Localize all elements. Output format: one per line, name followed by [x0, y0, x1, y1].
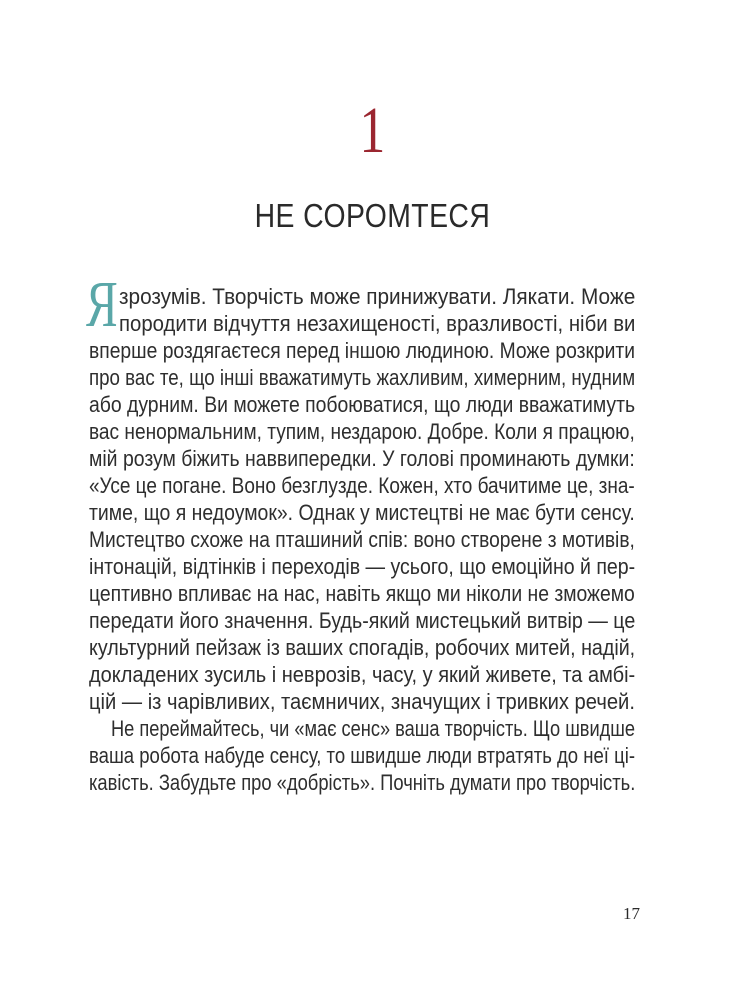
text-line: докладених зусиль і неврозів, часу, у який живете, та амбі-	[89, 662, 636, 687]
text-line: мій розум біжить наввипередки. У голові проминають думки:	[89, 446, 635, 471]
text-line: кавість. Забудьте про «добрість». Почніть думати про творчість.	[89, 770, 636, 795]
text-line: передати його значення. Будь-який мистецький витвір — це	[89, 608, 636, 633]
text-line: культурний пейзаж із ваших спогадів, робочих митей, надій,	[89, 635, 636, 660]
text-line: ваша робота набуде сенсу, то швидше люди втратять до неї ці-	[89, 743, 635, 768]
chapter-title: НЕ СОРОМТЕСЯ	[254, 197, 491, 234]
text-line: вперше роздягаєтеся перед іншою людиною. Може розкрити	[89, 338, 636, 363]
text-line: про вас те, що інші вважатимуть жахливим, химерним, нудним	[89, 365, 636, 390]
text-line: «Усе це погане. Воно безглузде. Кожен, хто бачитиме це, зна-	[89, 473, 635, 498]
text-line: породити відчуття незахищеності, вразливості, ніби ви	[119, 311, 636, 336]
text-line: або дурним. Ви можете побоюватися, що люди вважатимуть	[89, 392, 636, 417]
page-number: 17	[623, 904, 640, 923]
text-line: Мистецтво схоже на пташиний спів: воно створене з мотивів,	[89, 527, 635, 552]
chapter-number: 1	[359, 94, 386, 167]
text-line: вас ненормальним, тупим, нездарою. Добре. Коли я працюю,	[89, 419, 635, 444]
text-line: цій — із чарівливих, таємничих, значущих і тривких речей.	[89, 689, 635, 714]
text-line: зрозумів. Творчість може принижувати. Лякати. Може	[119, 284, 636, 309]
text-line: інтонацій, відтінків і переходів — усього, що емоційно й пер-	[89, 554, 636, 579]
drop-cap: Я	[86, 268, 118, 341]
text-line: цептивно впливає на нас, навіть якщо ми ніколи не зможемо	[89, 581, 635, 606]
text-line: Не переймайтесь, чи «має сенс» ваша творчість. Що швидше	[111, 716, 636, 741]
text-line: тиме, що я недоумок». Однак у мистецтві не має бути сенсу.	[89, 500, 635, 525]
